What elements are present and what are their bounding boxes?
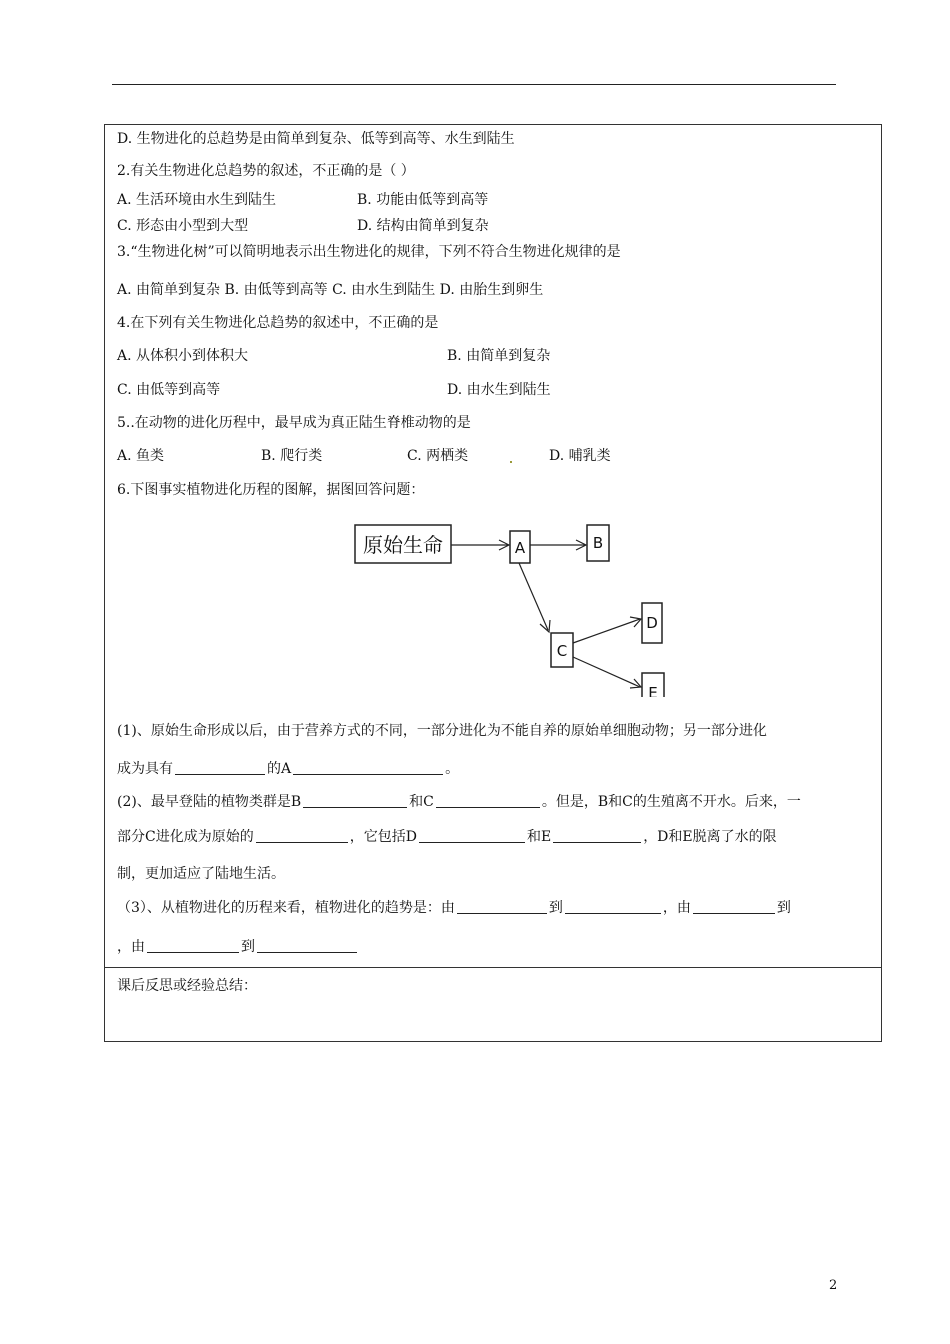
- text-fragment: 到: [548, 900, 563, 916]
- arrow-a-c: [519, 563, 548, 630]
- answer-blank[interactable]: [256, 828, 348, 843]
- text-fragment: ，由: [117, 939, 145, 955]
- q2-stem: 2.有关生物进化总趋势的叙述，不正确的是（ ）: [117, 163, 415, 179]
- label-d: D: [646, 614, 658, 632]
- stray-mark: [510, 461, 512, 463]
- answer-blank[interactable]: [436, 793, 540, 808]
- label-e: E: [648, 684, 658, 697]
- text-fragment: 和C: [409, 794, 434, 810]
- q5-option-d: D. 哺乳类: [549, 448, 611, 464]
- text-fragment: 部分C进化成为原始的: [117, 829, 254, 845]
- plant-evolution-diagram: [347, 521, 677, 697]
- text-fragment: (2)、最早登陆的植物类群是B: [117, 794, 302, 810]
- answer-blank[interactable]: [693, 899, 775, 914]
- label-c: C: [556, 642, 568, 660]
- text-fragment: 的A: [267, 761, 292, 777]
- text-fragment: 。: [445, 761, 460, 777]
- header-rule: [112, 84, 836, 85]
- answer-blank[interactable]: [303, 793, 407, 808]
- q4-option-b: B. 由简单到复杂: [447, 348, 551, 364]
- q5-option-a: A. 鱼类: [117, 448, 165, 464]
- q6-p1-line1: (1)、原始生命形成以后，由于营养方式的不同，一部分进化为不能自养的原始单细胞动物；另一部分进化: [117, 723, 767, 739]
- text-fragment: ，由: [662, 900, 691, 916]
- answer-blank[interactable]: [553, 828, 641, 843]
- answer-blank[interactable]: [257, 938, 357, 953]
- text-fragment: （3）、从植物进化的历程来看，植物进化的趋势是：由: [117, 900, 455, 916]
- answer-blank[interactable]: [147, 938, 239, 953]
- text-fragment: 到: [241, 939, 255, 955]
- q2-option-d: D. 结构由简单到复杂: [357, 218, 489, 234]
- q2-option-a: A. 生活环境由水生到陆生: [117, 192, 277, 208]
- answer-blank[interactable]: [419, 828, 525, 843]
- q6-p3-line1: [117, 899, 791, 917]
- q6-stem: 6.下图事实植物进化历程的图解，据图回答问题：: [117, 482, 425, 498]
- text-fragment: 和E: [526, 829, 552, 845]
- page-number: 2: [829, 1278, 838, 1293]
- answer-blank[interactable]: [175, 760, 265, 775]
- label-a: A: [514, 539, 526, 557]
- q1-option-d: D. 生物进化的总趋势是由简单到复杂、低等到高等、水生到陆生: [117, 131, 515, 147]
- q6-p2-line3: 制，更加适应了陆地生活。: [117, 866, 285, 882]
- q4-option-a: A. 从体积小到体积大: [117, 348, 249, 364]
- reflection-label: 课后反思或经验总结：: [117, 978, 257, 994]
- q6-p1-line2: [117, 760, 459, 778]
- text-fragment: 成为具有: [117, 761, 173, 777]
- text-fragment: 到: [776, 900, 791, 916]
- q4-option-d: D. 由水生到陆生: [447, 382, 551, 398]
- q3-stem: 3.“生物进化树”可以简明地表示出生物进化的规律，下列不符合生物进化规律的是: [117, 244, 621, 260]
- section-divider: [105, 967, 881, 968]
- q6-p2-line2: [117, 828, 777, 846]
- q4-stem: 4.在下列有关生物进化总趋势的叙述中，不正确的是: [117, 315, 439, 331]
- arrow-c-e: [573, 657, 640, 687]
- q5-option-b: B. 爬行类: [261, 448, 323, 464]
- label-b: B: [592, 534, 604, 552]
- origin-label: 原始生命: [363, 533, 443, 557]
- q6-p2-line1: [117, 793, 801, 811]
- q2-option-b: B. 功能由低等到高等: [357, 192, 489, 208]
- text-fragment: ，D和E脱离了水的限: [643, 829, 777, 845]
- q5-stem: 5..在动物的进化历程中，最早成为真正陆生脊椎动物的是: [117, 415, 471, 431]
- q4-option-c: C. 由低等到高等: [117, 382, 221, 398]
- arrow-c-d: [573, 619, 640, 643]
- answer-blank[interactable]: [293, 760, 443, 775]
- q3-options: A. 由简单到复杂 B. 由低等到高等 C. 由水生到陆生 D. 由胎生到卵生: [117, 282, 544, 298]
- q2-option-c: C. 形态由小型到大型: [117, 218, 249, 234]
- answer-blank[interactable]: [457, 899, 547, 914]
- q6-p3-line2: [117, 938, 359, 956]
- text-fragment: 。但是，B和C的生殖离不开水。后来，一: [541, 794, 801, 810]
- text-fragment: ，它包括D: [349, 829, 417, 845]
- q5-option-c: C. 两栖类: [407, 448, 469, 464]
- worksheet-box: [104, 124, 882, 1042]
- answer-blank[interactable]: [565, 899, 661, 914]
